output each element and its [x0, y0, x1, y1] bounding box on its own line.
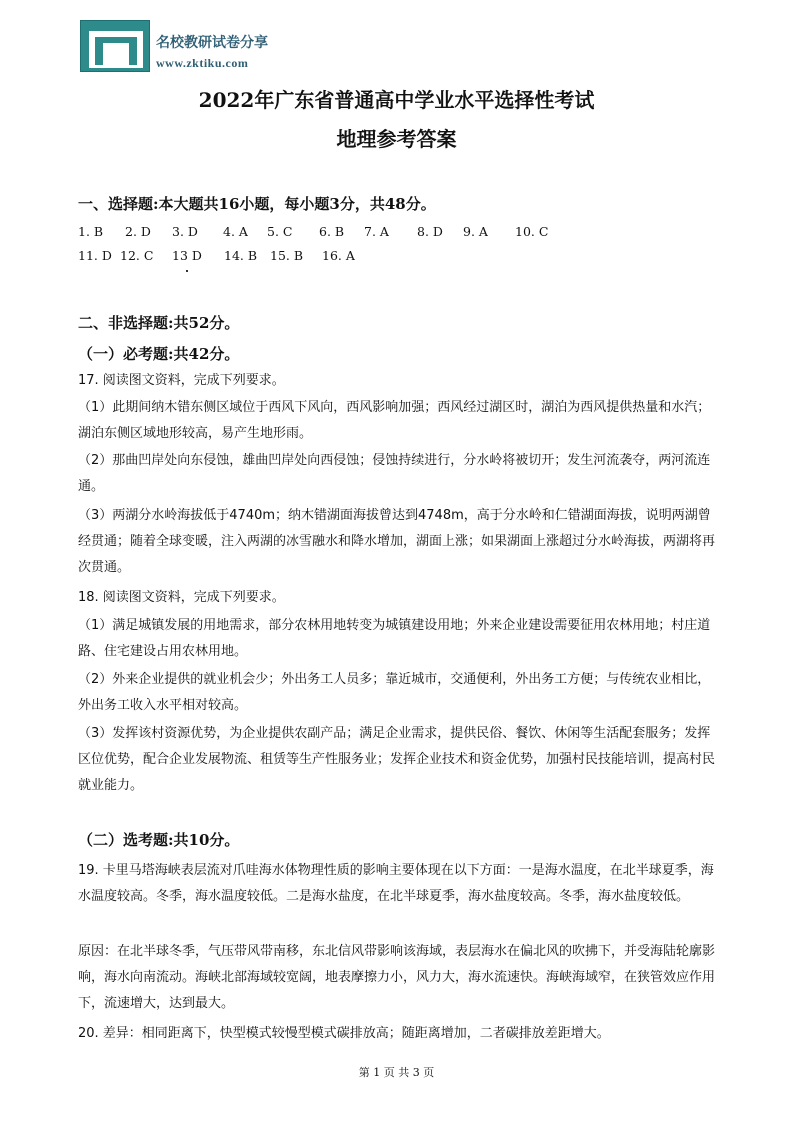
q17-answer-3: （3）两湖分水岭海拔低于4740m；纳木错湖面海拔曾达到4748m，高于分水岭和仁错湖面海拔，说明两湖曾经贯通；随着全球变暖，注入两湖的冰雪融水和降水增加，湖面上涨；如果湖面上涨超过分水岭海拔，两湖将再次贯通。 [78, 508, 716, 575]
answer-item: 5. C [267, 224, 293, 239]
logo-name: 名校教研试卷分享 [156, 35, 268, 51]
q20-answer-1: 20. 差异：相同距离下，快型模式较慢型模式碳排放高；随距离增加，二者碳排放差距增大。 [78, 1026, 610, 1041]
answer-item: 14. B [224, 248, 258, 263]
q17-answer-2: （2）那曲凹岸处向东侵蚀，雄曲凹岸处向西侵蚀；侵蚀持续进行，分水岭将被切开；发生河流袭夺，两河流连通。 [78, 453, 711, 494]
answer-item: 7. A [364, 224, 389, 239]
answer-item: 13 D [172, 248, 202, 263]
q17-stem: 17. 阅读图文资料，完成下列要求。 [78, 373, 285, 388]
answer-item: 11. D [78, 248, 112, 263]
answer-item: 4. A [223, 224, 248, 239]
answer-item: 6. B [319, 224, 345, 239]
logo-url: www.zktiku.com [156, 56, 249, 70]
answers-row-2 [78, 248, 355, 263]
answer-item: 9. A [463, 224, 488, 239]
answer-item: 2. D [125, 224, 151, 239]
optional-heading: （二）选考题:共10分。 [78, 831, 240, 849]
section1-heading: 一、选择题:本大题共16小题，每小题3分，共48分。 [78, 195, 436, 213]
page-footer: 第 1 页 共 3 页 [358, 1066, 435, 1079]
section2-heading: 二、非选择题:共52分。 [78, 314, 240, 332]
q18-stem: 18. 阅读图文资料，完成下列要求。 [78, 590, 285, 605]
q18-answer-1: （1）满足城镇发展的用地需求，部分农林用地转变为城镇建设用地；外来企业建设需要征用农林用地；村庄道路、住宅建设占用农林用地。 [78, 618, 711, 659]
logo [80, 20, 310, 76]
answer-item: 8. D [417, 224, 443, 239]
stray-dot [186, 270, 188, 272]
q19-answer-2: 原因：在北半球冬季，气压带风带南移，东北信风带影响该海域，表层海水在偏北风的吹拂下，并受海陆轮廓影响，海水向南流动。海峡北部海域较宽阔，地表摩擦力小，风力大，海水流速快。海峡海域窄，在狭管效应作用下，流速增大，达到最大。 [78, 944, 716, 1011]
answer-item: 1. B [78, 224, 104, 239]
answer-item: 10. C [515, 224, 549, 239]
page-subtitle: 地理参考答案 [336, 127, 457, 151]
answer-item: 12. C [120, 248, 154, 263]
q18-answer-3: （3）发挥该村资源优势，为企业提供农副产品；满足企业需求，提供民俗、餐饮、休闲等生活配套服务；发挥区位优势，配合企业发展物流、租赁等生产性服务业；发挥企业技术和资金优势，加强村民技能培训，提高村民就业能力。 [78, 726, 716, 793]
required-heading: （一）必考题:共42分。 [78, 345, 240, 363]
q18-answer-2: （2）外来企业提供的就业机会少；外出务工人员多；靠近城市，交通便利，外出务工方便；与传统农业相比，外出务工收入水平相对较高。 [78, 672, 711, 713]
answer-item: 16. A [322, 248, 355, 263]
q17-answer-1: （1）此期间纳木错东侧区域位于西风下风向，西风影响加强；西风经过湖区时，湖泊为西风提供热量和水汽；湖泊东侧区域地形较高，易产生地形雨。 [78, 400, 711, 441]
answer-item: 3. D [172, 224, 198, 239]
answers-row-1 [78, 224, 548, 239]
logo-emblem [80, 20, 150, 72]
answer-item: 15. B [270, 248, 304, 263]
page-title: 2022年广东省普通高中学业水平选择性考试 [198, 88, 595, 112]
q19-answer-1: 19. 卡里马塔海峡表层流对爪哇海水体物理性质的影响主要体现在以下方面：一是海水温度，在北半球夏季，海水温度较高。冬季，海水温度较低。二是海水盐度，在北半球夏季，海水盐度较高。冬季，海水盐度较低。 [78, 863, 714, 904]
